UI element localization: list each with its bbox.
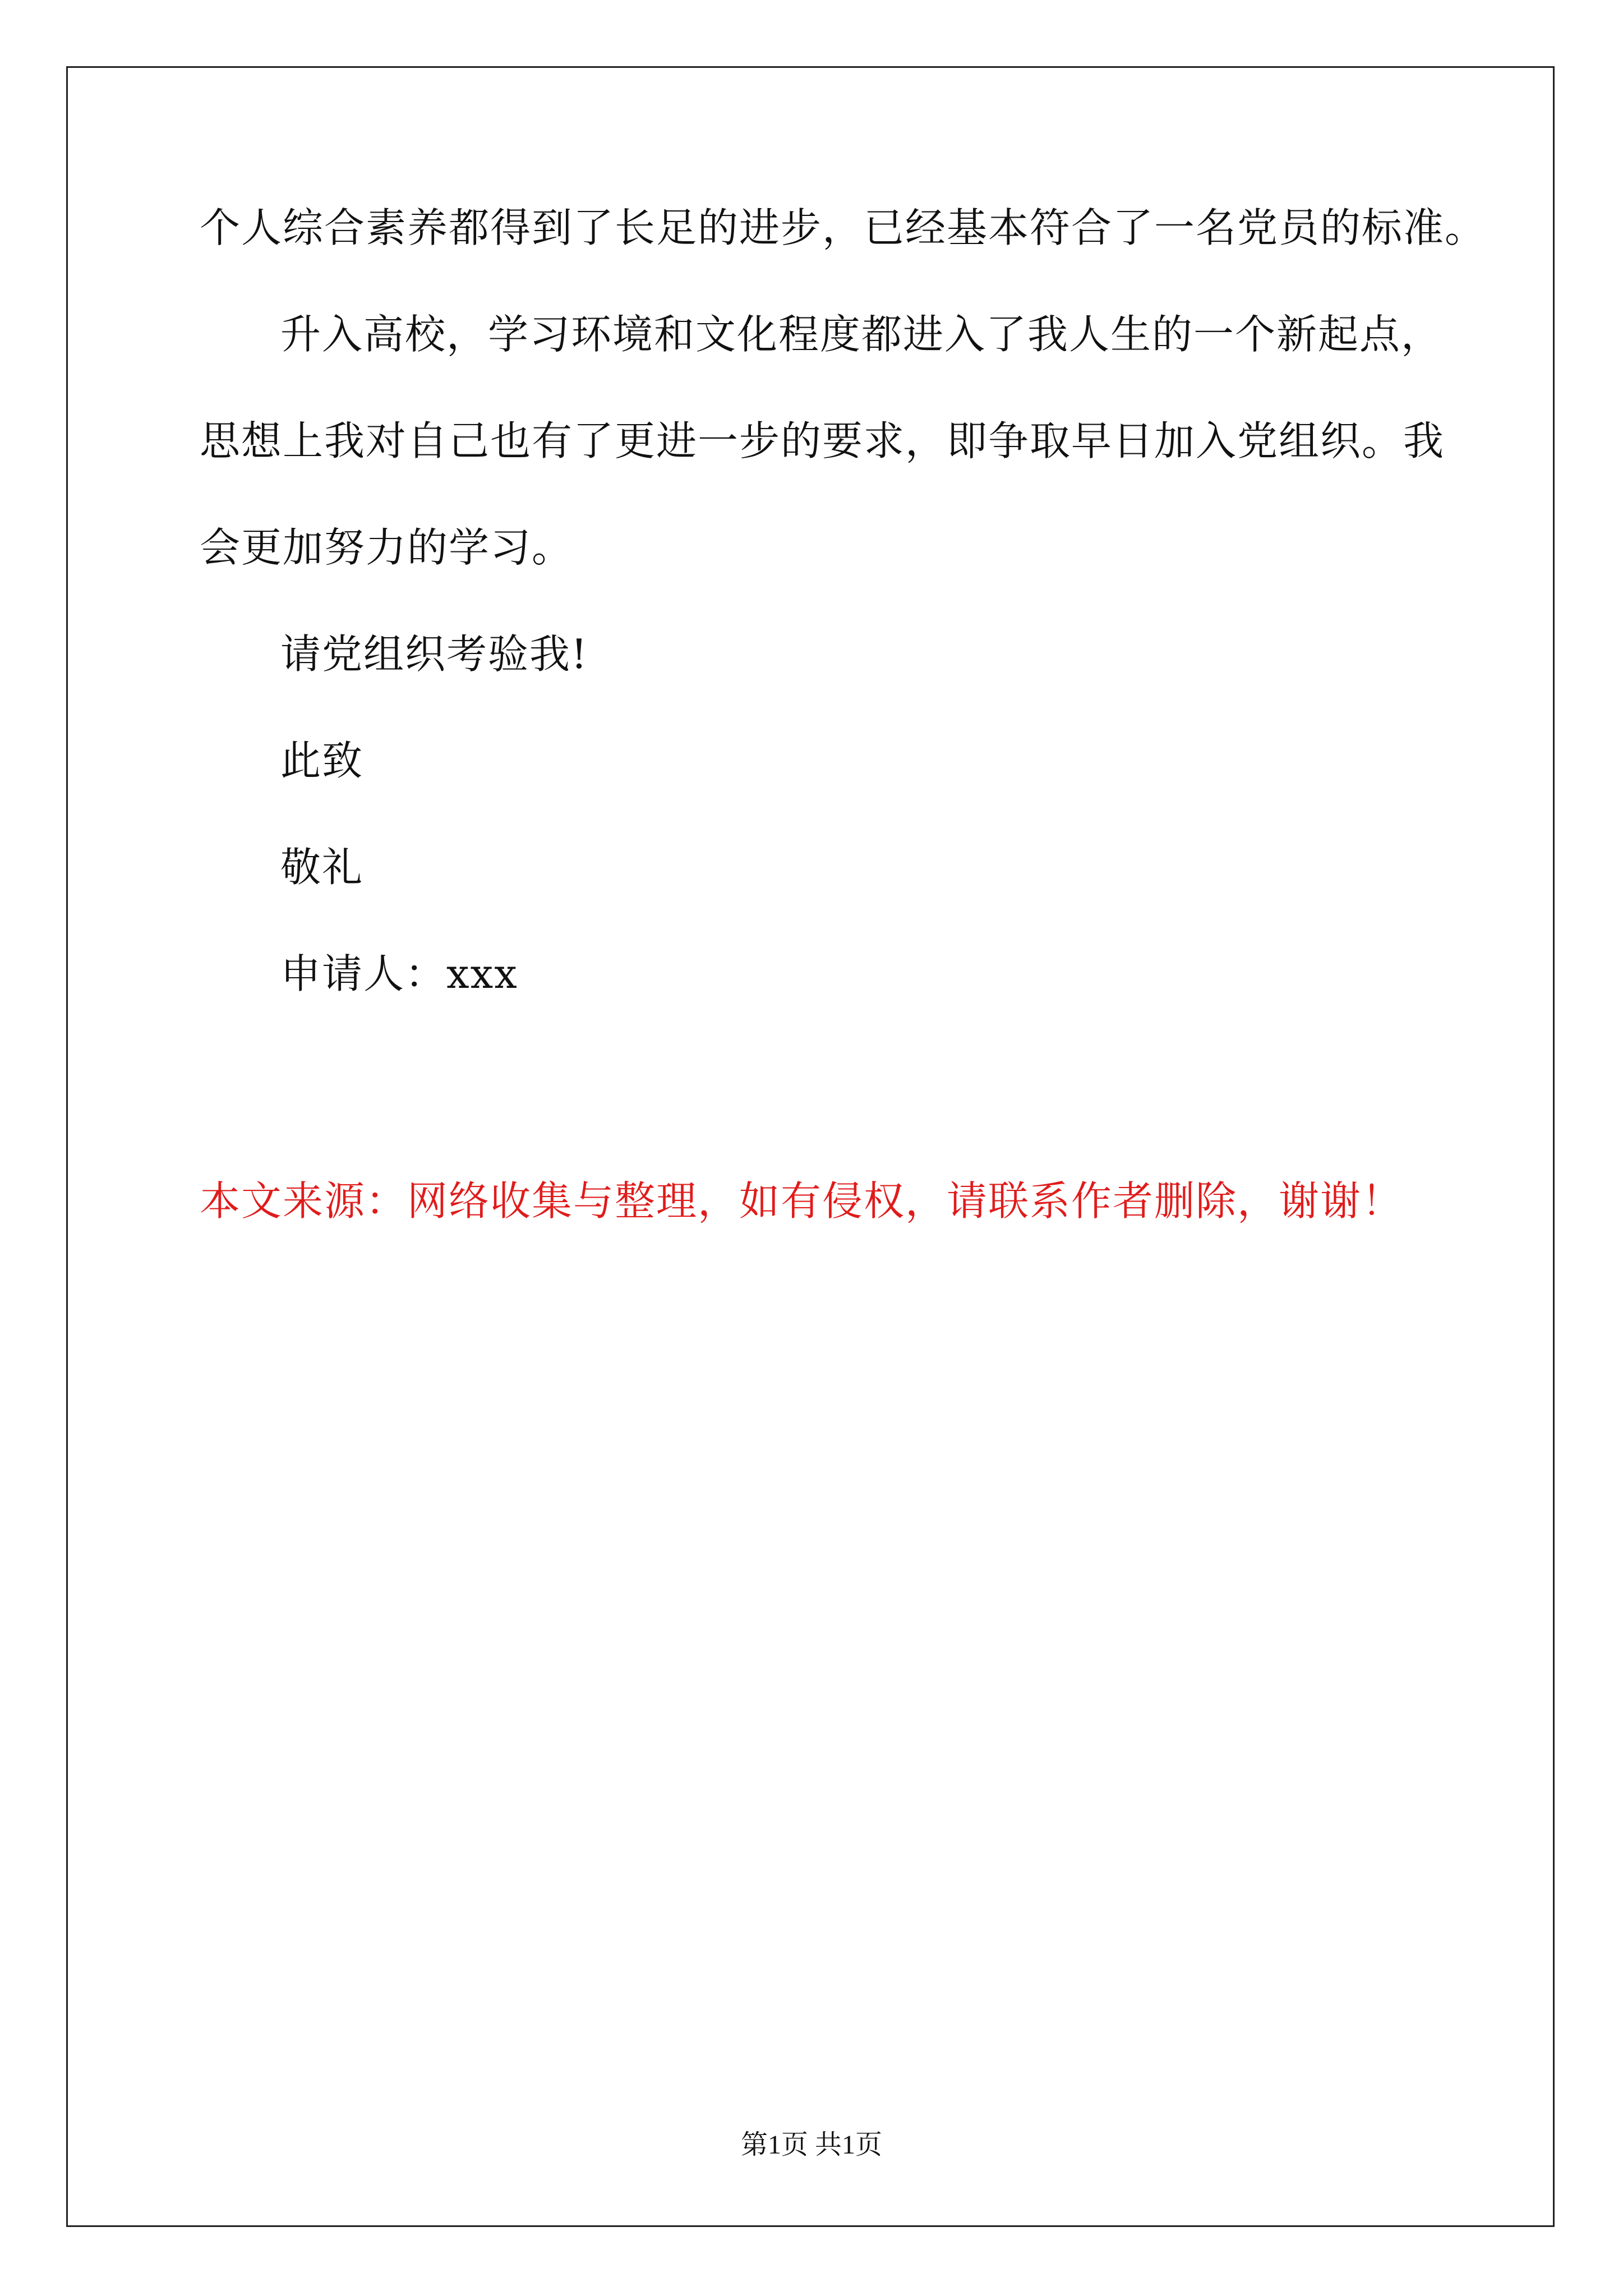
salutation-ci-zhi: 此致 [280, 737, 364, 784]
applicant-signature: 申请人：xxx [280, 950, 518, 997]
paragraph-line: 个人综合素养都得到了长足的进步，已经基本符合了一名党员的标准。 [200, 204, 1487, 251]
closing-request: 请党组织考验我! [280, 631, 588, 678]
paragraph-line: 升入高校，学习环境和文化程度都进入了我人生的一个新起点， [280, 311, 1443, 358]
paragraph-line: 思想上我对自己也有了更进一步的要求，即争取早日加入党组织。我 [200, 417, 1445, 464]
salutation-jing-li: 敬礼 [280, 844, 364, 891]
source-note: 本文来源：网络收集与整理，如有侵权，请联系作者删除，谢谢！ [200, 1177, 1404, 1225]
page-footer: 第1页 共1页 [740, 2130, 882, 2160]
page-border [66, 66, 1555, 2227]
paragraph-line: 会更加努力的学习。 [200, 524, 574, 571]
